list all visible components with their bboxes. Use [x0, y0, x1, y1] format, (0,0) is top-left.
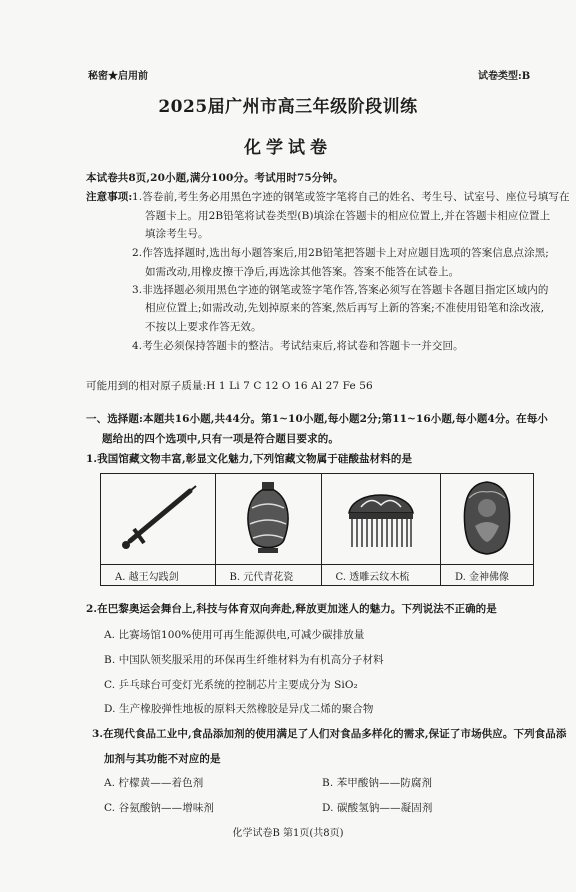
atomic-masses: 可能用到的相对原子质量:H 1 Li 7 C 12 O 16 Al 27 Fe 56 — [86, 380, 373, 392]
q2-option-c: C. 乒乓球台可变灯光系统的控制芯片主要成分为 SiO₂ — [104, 679, 358, 691]
secret-label: 秘密★启用前 — [88, 71, 148, 82]
q2-option-d: D. 生产橡胶弹性地板的原料天然橡胶是异戊二烯的聚合物 — [104, 703, 374, 715]
section-heading: 一、选择题:本题共16小题,共44分。第1~10小题,每小题2分;第11~16小题,每小题4分。在每小 — [86, 413, 548, 425]
intro-line: 本试卷共8页,20小题,满分100分。考试用时75分钟。 — [86, 172, 344, 184]
q1-options-table — [100, 473, 534, 586]
q2-option-b: B. 中国队领奖服采用的环保再生纤维材料为有机高分子材料 — [104, 654, 384, 666]
q3-stem: 3.在现代食品工业中,食品添加剂的使用满足了人们对食品多样化的需求,保证了市场供应。下列食品添 — [92, 728, 567, 740]
q2-option-a: A. 比赛场馆100%使用可再生能源供电,可减少碳排放量 — [104, 629, 365, 641]
notes-line: 3.非选择题必须用黑色字迹的钢笔或签字笔作答,答案必须写在答题卡各题目指定区域内的 — [132, 284, 549, 296]
q3-option-b: B. 苯甲酸钠——防腐剂 — [322, 777, 433, 789]
sword-icon — [116, 483, 200, 553]
notes-line: 4.考生必须保持答题卡的整洁。考试结束后,将试卷和答题卡一并交回。 — [132, 340, 464, 352]
notes-line: 1.答卷前,考生务必用黑色字迹的钢笔或签字笔将自己的姓名、考生号、试室号、座位号填写在 — [132, 191, 570, 203]
q2-stem: 2.在巴黎奥运会舞台上,科技与体育双向奔赴,释放更加迷人的魅力。下列说法不正确的是 — [86, 603, 497, 615]
option-d-caption: D. 金神佛像 — [440, 565, 533, 586]
comb-icon — [341, 483, 421, 553]
notes-label: 注意事项: — [86, 191, 133, 203]
paper-type-label: 试卷类型:B — [478, 71, 531, 82]
q3-stem-cont: 加剂与其功能不对应的是 — [104, 753, 221, 765]
notes-line: 答题卡上。用2B铅笔将试卷类型(B)填涂在答题卡的相应位置上,并在答题卡相应位置上 — [145, 210, 551, 222]
notes-line: 如需改动,用橡皮擦干净后,再选涂其他答案。答案不能答在试卷上。 — [145, 266, 460, 278]
exam-subtitle: 化学试卷 — [244, 138, 332, 158]
page-footer: 化学试卷B 第1页(共8页) — [232, 828, 344, 839]
vase-icon — [238, 478, 298, 558]
section-heading-cont: 题给出的四个选项中,只有一项是符合题目要求的。 — [102, 433, 339, 445]
q3-option-a: A. 柠檬黄——着色剂 — [104, 777, 204, 789]
notes-line: 填涂考生号。 — [145, 228, 209, 240]
option-b-image — [215, 474, 321, 565]
notes-line: 2.作答选择题时,选出每小题答案后,用2B铅笔把答题卡上对应题目选项的答案信息点涂黑; — [132, 247, 549, 259]
option-a-image — [101, 474, 216, 565]
exam-title: 2025届广州市高三年级阶段训练 — [158, 97, 418, 117]
buddha-statue-icon — [457, 478, 517, 558]
option-c-image — [321, 474, 440, 565]
option-b-caption: B. 元代青花瓷 — [215, 565, 321, 586]
q1-stem: 1.我国馆藏文物丰富,彰显文化魅力,下列馆藏文物属于硅酸盐材料的是 — [86, 453, 413, 465]
q3-option-c: C. 谷氨酸钠——增味剂 — [104, 802, 215, 814]
option-c-caption: C. 透雕云纹木梳 — [321, 565, 440, 586]
notes-line: 相应位置上;如需改动,先划掉原来的答案,然后再写上新的答案;不准使用铅笔和涂改液, — [145, 302, 545, 314]
notes-line: 不按以上要求作答无效。 — [145, 321, 262, 333]
option-a-caption: A. 越王勾践剑 — [101, 565, 216, 586]
option-d-image — [440, 474, 533, 565]
q3-option-d: D. 碳酸氢钠——凝固剂 — [322, 802, 433, 814]
